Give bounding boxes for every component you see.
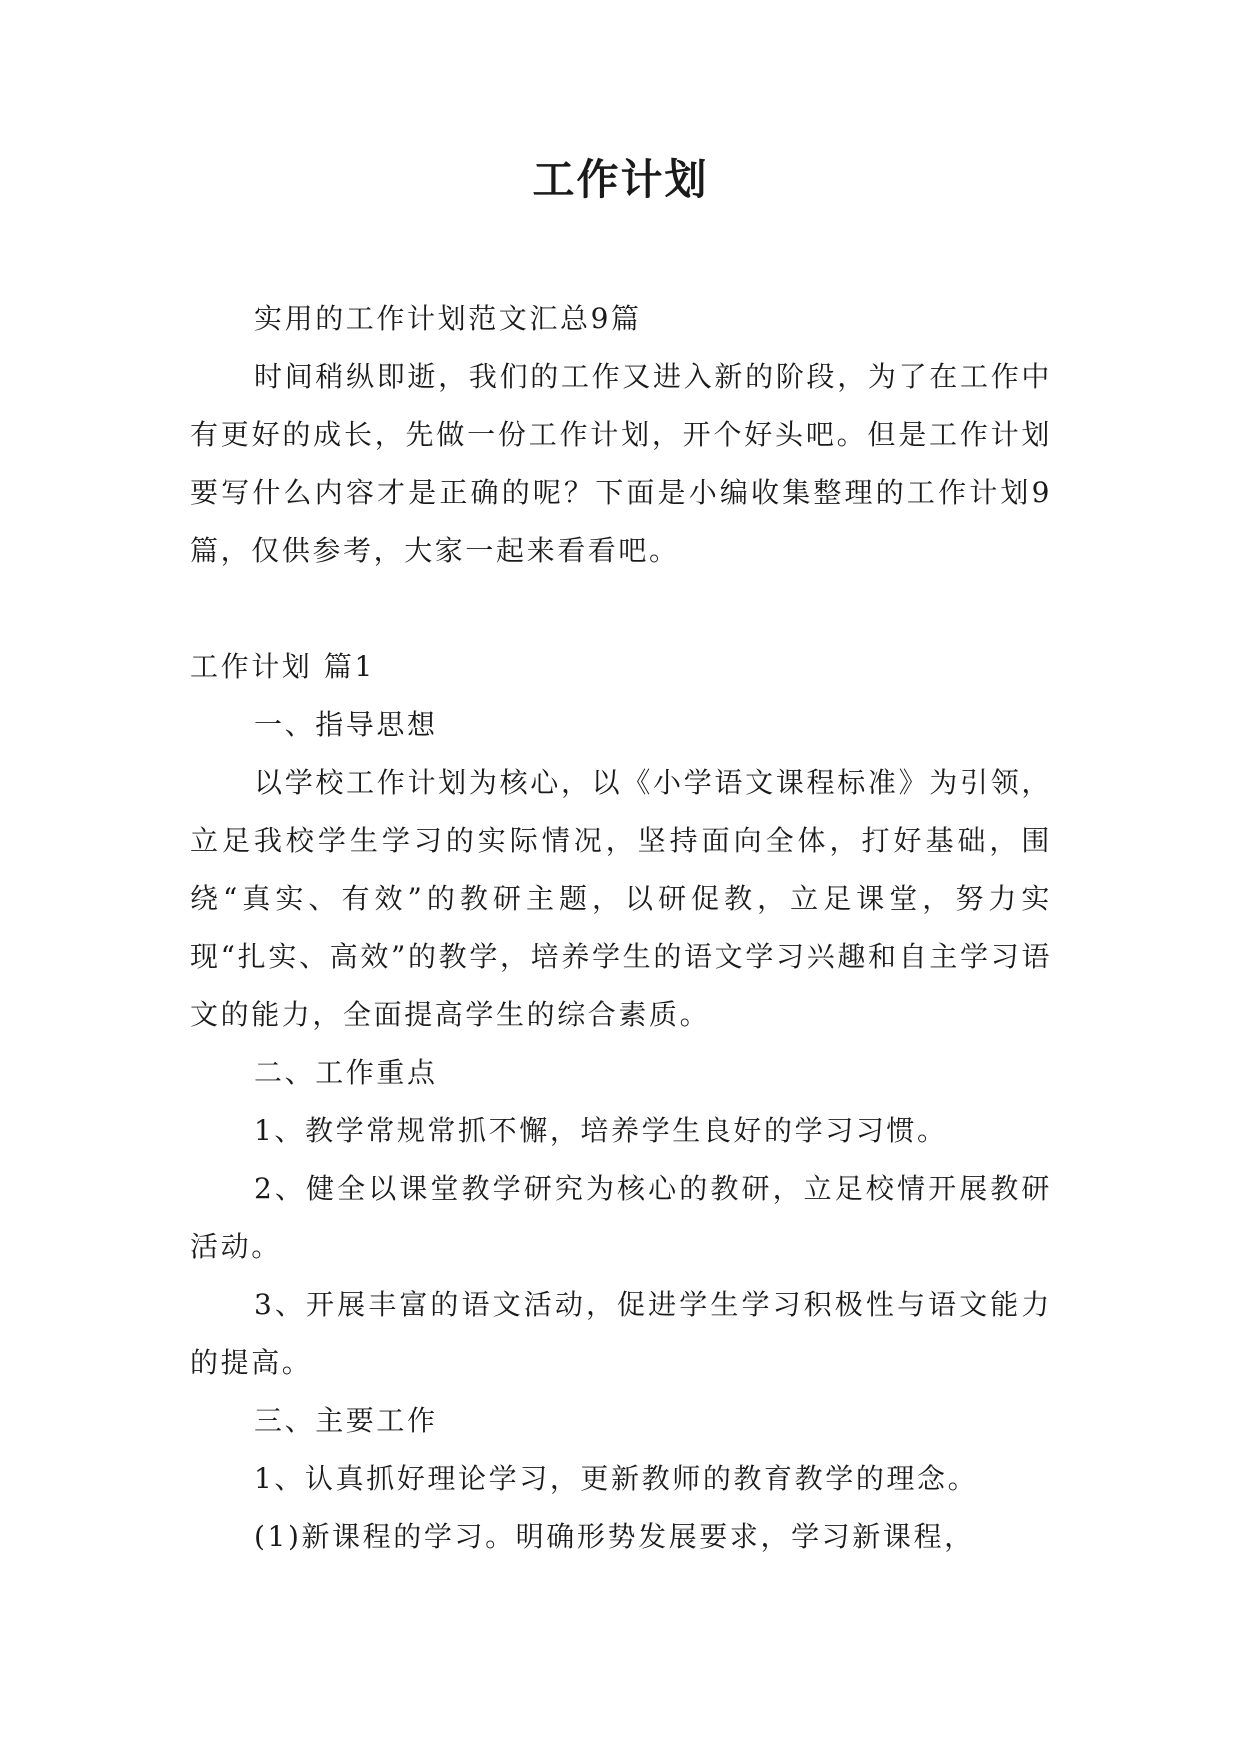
work-focus-item-2: 2、健全以课堂教学研究为核心的教研，立足校情开展教研活动。 [190,1172,1052,1263]
work-focus-item-3: 3、开展丰富的语文活动，促进学生学习积极性与语文能力的提高。 [190,1288,1052,1379]
document-body [190,290,1052,1566]
intro-paragraph: 时间稍纵即逝，我们的工作又进入新的阶段，为了在工作中有更好的成长，先做一份工作计划，开个好头吧。但是工作计划要写什么内容才是正确的呢？下面是小编收集整理的工作计划9篇，仅供参考，大家一起来看看吧。 [190,360,1052,567]
heading-work-focus: 二、工作重点 [254,1056,438,1089]
main-work-item-1: 1、认真抓好理论学习，更新教师的教育教学的理念。 [254,1462,979,1495]
document-title: 工作计划 [532,155,709,204]
heading-guiding-ideology: 一、指导思想 [254,708,438,741]
section-heading-part-1: 工作计划 篇1 [190,650,375,683]
intro-subtitle: 实用的工作计划范文汇总9篇 [254,302,642,335]
heading-main-work: 三、主要工作 [254,1404,438,1437]
main-work-subitem-1: (1)新课程的学习。明确形势发展要求，学习新课程， [254,1520,975,1553]
paragraph-guiding-ideology: 以学校工作计划为核心，以《小学语文课程标准》为引领，立足我校学生学习的实际情况，坚持面向全体，打好基础，围绕“真实、有效”的教研主题，以研促教，立足课堂，努力实现“扎实、高效”的教学，培养学生的语文学习兴趣和自主学习语文的能力，全面提高学生的综合素质。 [190,766,1052,1031]
work-focus-item-1: 1、教学常规常抓不懈，培养学生良好的学习习惯。 [254,1114,948,1147]
